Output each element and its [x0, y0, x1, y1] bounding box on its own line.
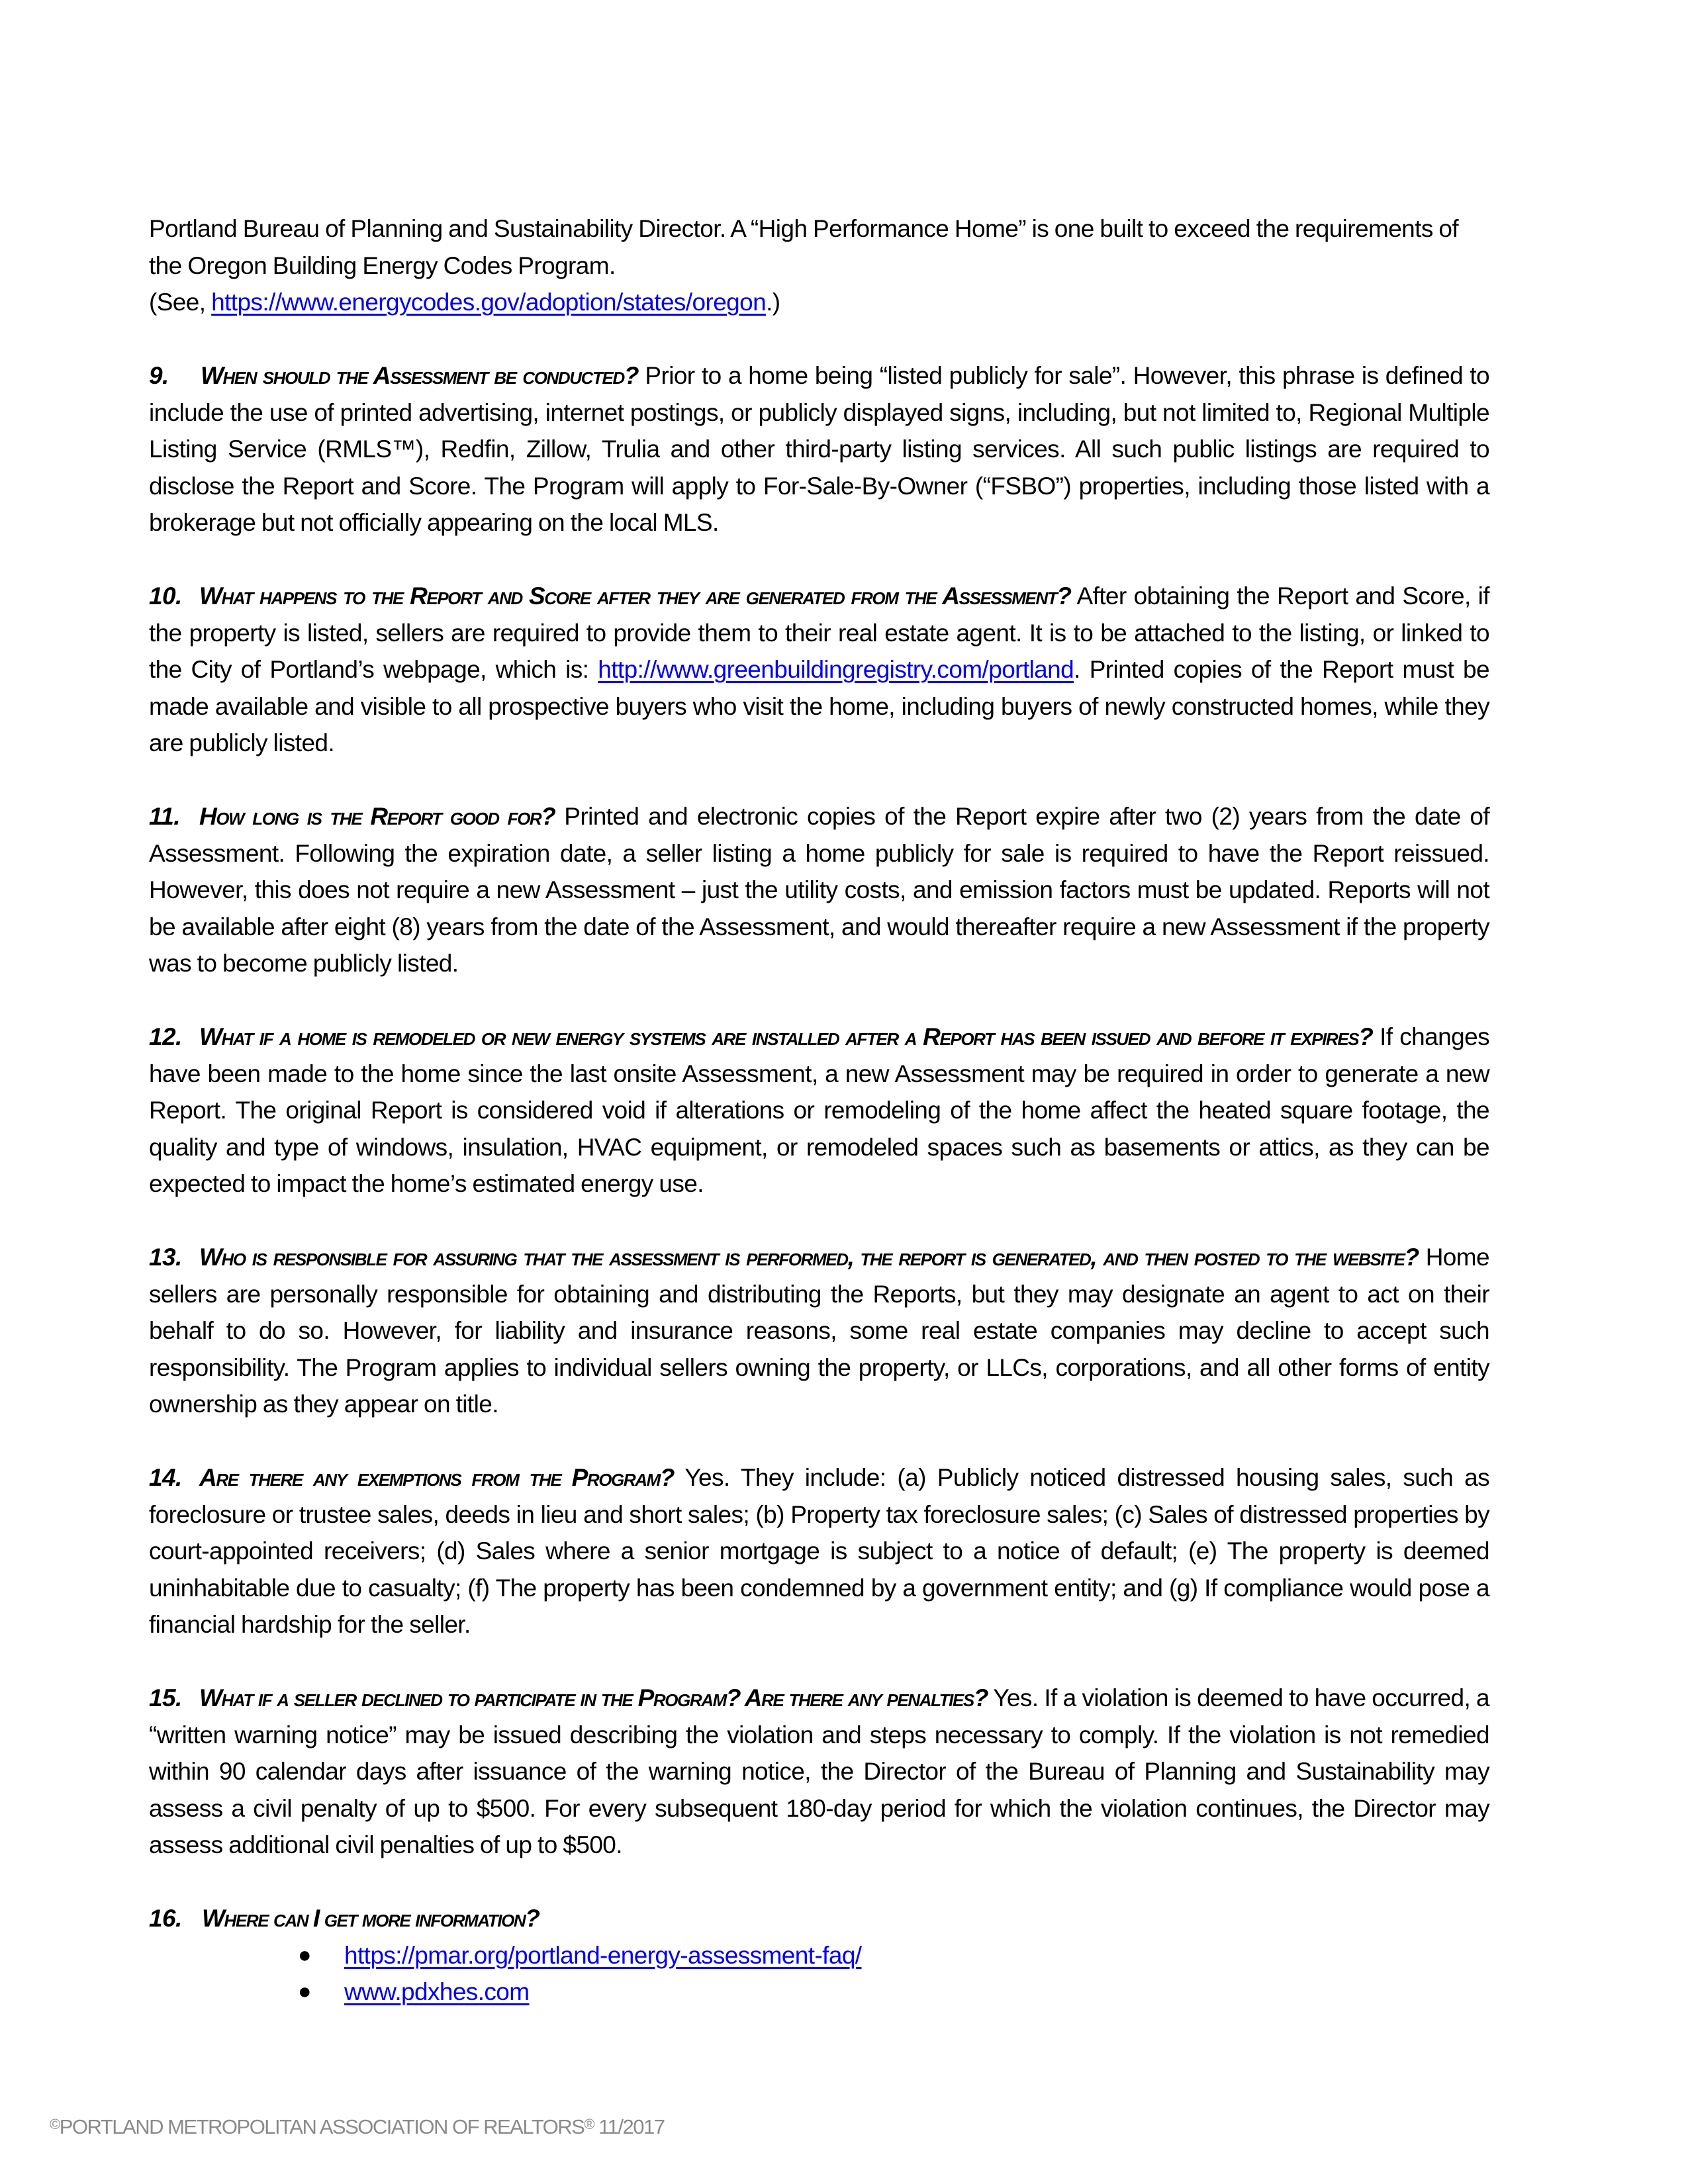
- question-number: 13.: [149, 1244, 182, 1271]
- bullet-icon: ●: [298, 1942, 311, 1968]
- see-prefix: (See,: [149, 289, 212, 316]
- question-title: How long is the Report good for?: [199, 803, 555, 830]
- answer-text-continued: . Printed copies of the Report must be made available and visible to all prospective buyers who visit the home, including buyers of newly constructed homes, while they are publicly listed.: [149, 656, 1489, 756]
- question-title: When should the Assessment be conducted?: [201, 362, 639, 389]
- question-number: 10.: [149, 582, 182, 610]
- faq-item-9: [149, 357, 1489, 541]
- question-title: What if a seller declined to participate in the Program? Are there any penalties?: [199, 1684, 988, 1711]
- faq-item-15: [149, 1680, 1489, 1864]
- bullet-icon: ●: [298, 1979, 311, 2004]
- answer-text: Yes. They include: (a) Publicly noticed distressed housing sales, such as foreclosure or trustee sales, deeds in lieu and short sales; (b) Property tax foreclosure sales; (c) Sales of distressed properties by court-appointed receivers; (d) Sales where a senior mortgage is subject to a notice of default; (e) The property is deemed uninhabitable due to casualty; (f) The property has been condemned by a government entity; and (g) If compliance would pose a financial hardship for the seller.: [149, 1464, 1489, 1638]
- faq-item-13: [149, 1239, 1489, 1423]
- faq-item-10: [149, 578, 1489, 762]
- question-number: 15.: [149, 1684, 182, 1711]
- registered-icon: ®: [584, 2116, 594, 2132]
- question-title: What happens to the Report and Score after they are generated from the Assessment?: [199, 582, 1071, 610]
- pmar-faq-link[interactable]: https://pmar.org/portland-energy-assessment-faq/: [344, 1941, 862, 1969]
- more-info-links: [149, 1937, 1489, 2011]
- intro-paragraph: [149, 210, 1489, 321]
- answer-text: Prior to a home being “listed publicly for sale”. However, this phrase is defined to include the use of printed advertising, internet postings, or publicly displayed signs, including, but not limited to, Regional Multiple Listing Service (RMLS™), Redfin, Zillow, Trulia and other third-party listing services. All such public listings are required to disclose the Report and Score. The Program will apply to For-Sale-By-Owner (“FSBO”) properties, including those listed with a brokerage but not officially appearing on the local MLS.: [149, 362, 1489, 536]
- answer-text: Home sellers are personally responsible for obtaining and distributing the Reports, but they may designate an agent to act on their behalf to do so. However, for liability and insurance reasons, some real estate companies may decline to accept such responsibility. The Program applies to individual sellers owning the property, or LLCs, corporations, and all other forms of entity ownership as they appear on title.: [149, 1244, 1489, 1418]
- question-title: Who is responsible for assuring that the assessment is performed, the report is generated, and then posted to the website?: [199, 1244, 1419, 1271]
- question-number: 14.: [149, 1464, 182, 1491]
- list-item: [149, 1974, 1489, 2011]
- footer-date: 11/2017: [594, 2115, 665, 2138]
- document-page: [149, 210, 1489, 2011]
- pdxhes-link[interactable]: www.pdxhes.com: [344, 1978, 530, 2005]
- answer-text: If changes have been made to the home since the last onsite Assessment, a new Assessment may be required in order to generate a new Report. The original Report is considered void if alterations or remodeling of the home affect the heated square footage, the quality and type of windows, insulation, HVAC equipment, or remodeled spaces such as basements or attics, as they can be expected to impact the home’s estimated energy use.: [149, 1023, 1489, 1197]
- see-suffix: .): [766, 289, 780, 316]
- question-title: Are there any exemptions from the Program?: [199, 1464, 675, 1491]
- copyright-icon: ©: [50, 2116, 60, 2132]
- question-title: Where can I get more information?: [202, 1905, 539, 1932]
- question-number: 11.: [149, 803, 180, 830]
- greenbuildingregistry-link[interactable]: http://www.greenbuildingregistry.com/portland: [598, 656, 1074, 683]
- question-title: What if a home is remodeled or new energy systems are installed after a Report has been issued and before it expires?: [199, 1023, 1373, 1050]
- footer-org: PORTLAND METROPOLITAN ASSOCIATION OF REALTORS: [59, 2115, 585, 2138]
- faq-item-16: [149, 1900, 1489, 2011]
- answer-text: Yes. If a violation is deemed to have occurred, a “written warning notice” may be issued describing the violation and steps necessary to comply. If the violation is not remedied within 90 calendar days after issuance of the warning notice, the Director of the Bureau of Planning and Sustainability may assess a civil penalty of up to $500. For every subsequent 180-day period for which the violation continues, the Director may assess additional civil penalties of up to $500.: [149, 1684, 1489, 1858]
- question-number: 9.: [149, 362, 169, 389]
- list-item: [149, 1937, 1489, 1974]
- answer-text: After obtaining the Report and Score, if the property is listed, sellers are required to provide them to their real estate agent. It is to be attached to the listing, or linked to the City of Portland’s webpage, which is:: [149, 582, 1489, 683]
- copyright-footer: [50, 2115, 664, 2139]
- answer-text: Printed and electronic copies of the Report expire after two (2) years from the date of Assessment. Following the expiration date, a seller listing a home publicly for sale is required to have the Report reissued. However, this does not require a new Assessment – just the utility costs, and emission factors must be updated. Reports will not be available after eight (8) years from the date of the Assessment, and would thereafter require a new Assessment if the property was to become publicly listed.: [149, 803, 1490, 977]
- question-number: 16.: [149, 1905, 182, 1932]
- faq-item-12: [149, 1019, 1489, 1203]
- question-number: 12.: [149, 1023, 182, 1050]
- faq-item-14: [149, 1459, 1489, 1643]
- energycodes-link[interactable]: https://www.energycodes.gov/adoption/states/oregon: [211, 289, 767, 316]
- intro-text: Portland Bureau of Planning and Sustainability Director. A “High Performance Home” is one built to exceed the requirements of the Oregon Building Energy Codes Program.: [149, 215, 1459, 279]
- faq-item-11: [149, 798, 1489, 982]
